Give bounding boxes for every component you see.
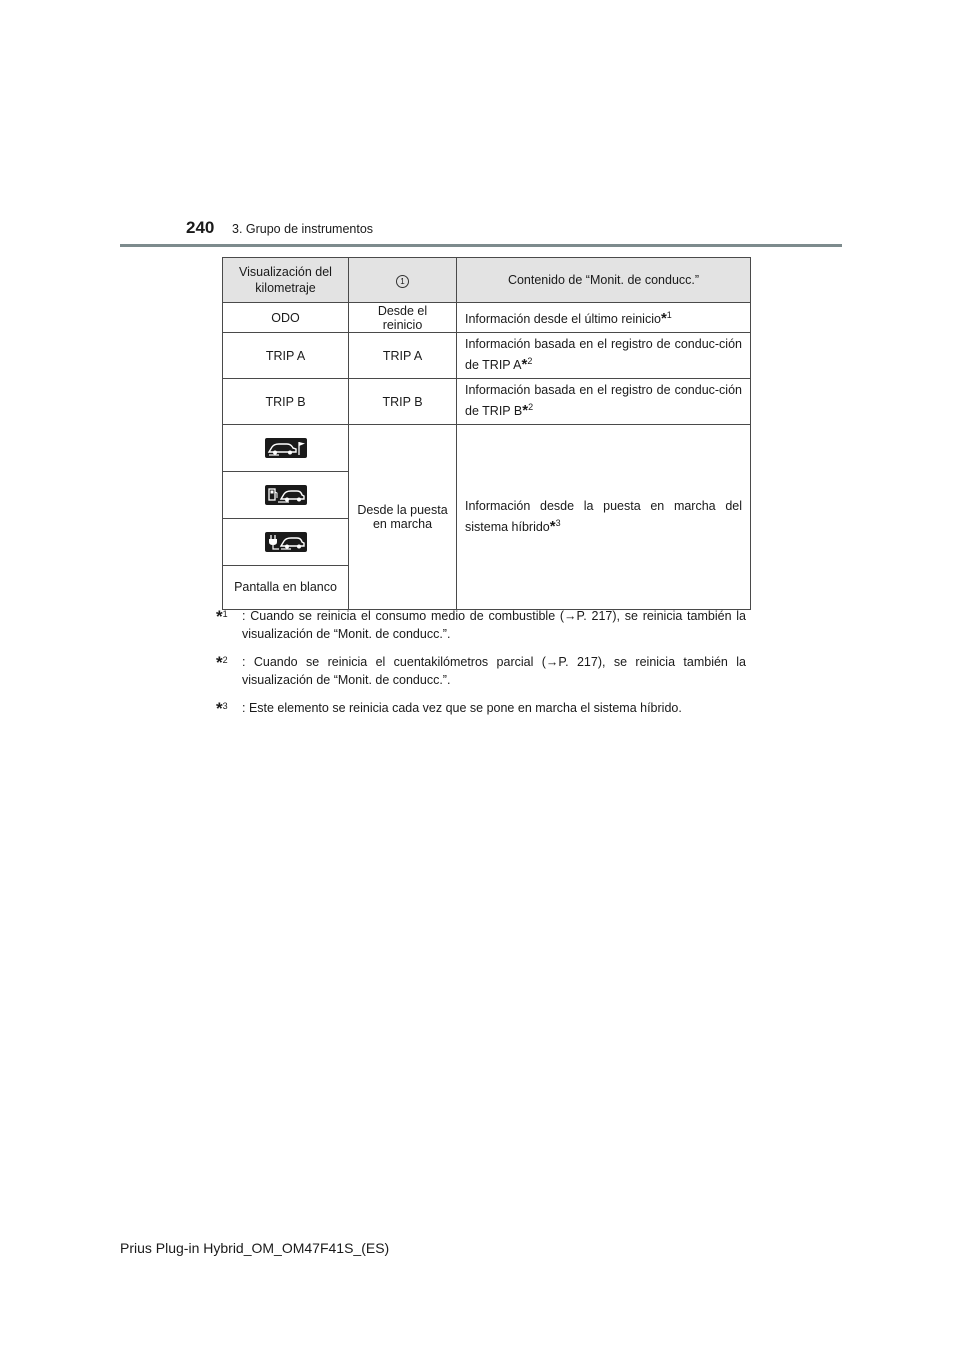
cell-display-blank: Pantalla en blanco [223, 566, 349, 610]
cell-content: Información desde el último reinicio*$^1$ [457, 303, 751, 333]
note-ref: 1 [666, 309, 672, 320]
table-row [223, 333, 751, 379]
drive-monitor-table [222, 257, 751, 610]
document-id: Prius Plug-in Hybrid_OM_OM47F41S_(ES) [120, 1240, 390, 1256]
fuel-car-icon [265, 485, 307, 505]
footnote-text: : Cuando se reinicia el cuentakilómetros parcial (→P. 217), se reinicia también la visualización de “Monit. de conducc.”. [242, 655, 746, 687]
cell-content: Información basada en el registro de conduc-ción de TRIP B*$^2$ [457, 379, 751, 425]
table-row [223, 425, 751, 472]
page-number: 240 [186, 218, 215, 237]
note-ref: 2 [527, 356, 533, 367]
footnotes [216, 607, 746, 727]
footnote [216, 653, 746, 689]
cell-display [223, 425, 349, 472]
footnote-text: : Cuando se reinicia el consumo medio de combustible (→P. 217), se reinicia también la visualización de “Monit. de conducc.”. [242, 609, 746, 641]
header-item-number [349, 258, 457, 303]
footnote-marker: *$^2$ [216, 653, 228, 673]
content-text: Información desde la puesta en marcha del sistema híbrido [465, 498, 742, 535]
cell-display: ODO [223, 303, 349, 333]
plug-car-icon [265, 532, 307, 552]
content-text: Información desde el último reinicio [465, 312, 661, 327]
section-title: 3. Grupo de instrumentos [232, 222, 374, 236]
header-odometer-display: Visualización del kilometraje [223, 258, 349, 303]
cell-item: TRIP A [349, 333, 457, 379]
table-header-row [223, 258, 751, 303]
footnote-text: : Este elemento se reinicia cada vez que se pone en marcha el sistema híbrido. [242, 701, 682, 715]
header-divider [120, 244, 842, 247]
table-row [223, 379, 751, 425]
footnote-marker: *$^1$ [216, 607, 228, 627]
footnote [216, 699, 746, 717]
table-row [223, 303, 751, 333]
cell-content-since-start: Información desde la puesta en marcha del sistema híbrido*$^3$ [457, 425, 751, 610]
footnote [216, 607, 746, 643]
note-ref: 3 [555, 517, 561, 528]
cell-item: TRIP B [349, 379, 457, 425]
cell-display [223, 519, 349, 566]
header-monitor-contents: Contenido de “Monit. de conducc.” [457, 258, 751, 303]
cell-content: Información basada en el registro de conduc-ción de TRIP A*$^2$ [457, 333, 751, 379]
car-flag-icon [265, 438, 307, 458]
note-ref: 2 [528, 402, 534, 413]
cell-item: Desde el reinicio [349, 303, 457, 333]
cell-display [223, 472, 349, 519]
content-text: Información basada en el registro de conduc-ción de TRIP A [465, 337, 742, 373]
footnote-marker: *$^3$ [216, 699, 228, 719]
cell-display: TRIP A [223, 333, 349, 379]
cell-display: TRIP B [223, 379, 349, 425]
cell-item-since-start: Desde la puesta en marcha [349, 425, 457, 610]
content-text: Información basada en el registro de conduc-ción de TRIP B [465, 383, 742, 419]
circled-number-icon: 1 [396, 275, 409, 288]
